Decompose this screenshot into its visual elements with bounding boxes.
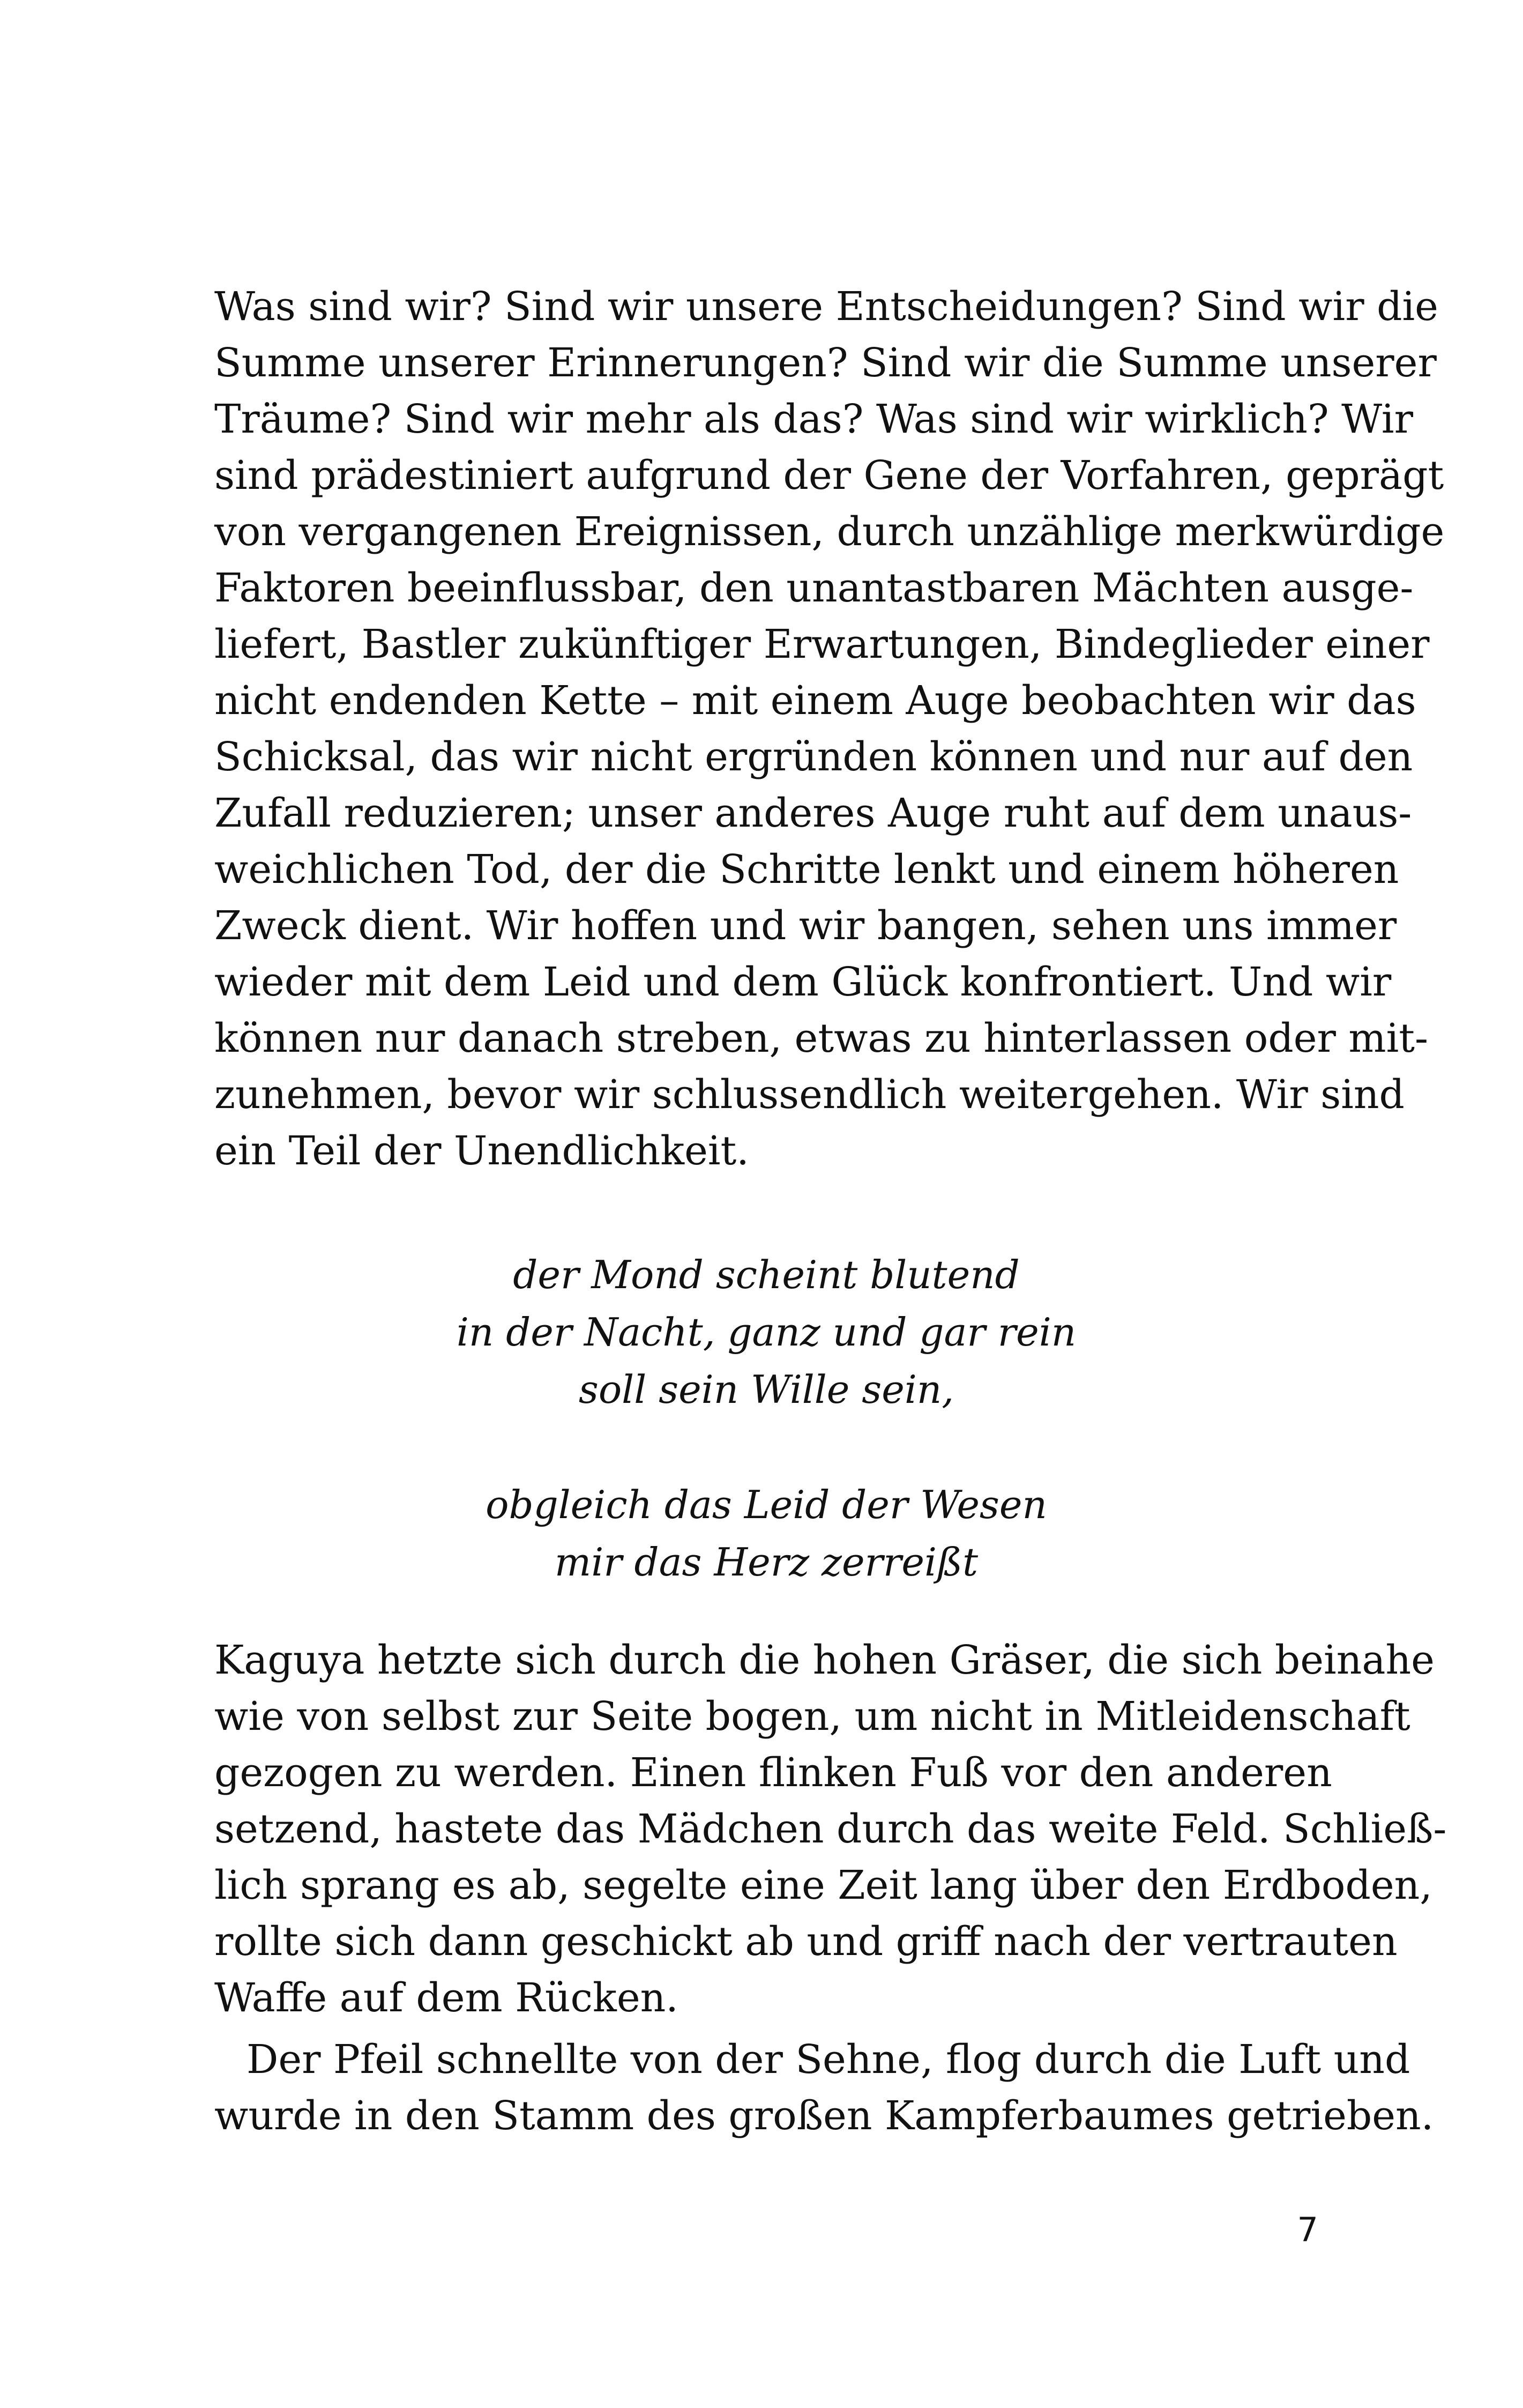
text-line: Was sind wir? Sind wir unsere Entscheidungen? Sind wir die [214,284,1438,330]
text-line: wurde in den Stamm des großen Kampferbaumes getrieben. [214,2093,1434,2139]
text-line: setzend, hastete das Mädchen durch das weite Feld. Schließ- [214,1806,1447,1852]
text-line: können nur danach streben, etwas zu hinterlassen oder mit- [214,1015,1428,1061]
text-line: lich sprang es ab, segelte eine Zeit lang über den Erdboden, [214,1862,1432,1908]
page-number: 7 [1297,2210,1318,2249]
text-line: nicht endenden Kette – mit einem Auge beobachten wir das [214,678,1416,724]
text-line: Träume? Sind wir mehr als das? Was sind wir wirklich? Wir [214,396,1413,442]
text-line: Faktoren beeinflussbar, den unantastbaren Mächten ausge- [214,565,1414,611]
text-line: gezogen zu werden. Einen flinken Fuß vor den anderen [214,1750,1332,1796]
text-line: Waffe auf dem Rücken. [214,1975,678,2021]
text-line: Zufall reduzieren; unser anderes Auge ruht auf dem unaus- [214,790,1412,836]
text-line: Summe unserer Erinnerungen? Sind wir die Summe unserer [214,340,1437,386]
text-line: Kaguya hetzte sich durch die hohen Gräser, die sich beinahe [214,1637,1435,1683]
paragraph-arrow [214,2032,1434,2144]
text-line: von vergangenen Ereignissen, durch unzählige merkwürdige [214,509,1445,555]
poem-line: soll sein Wille sein, [578,1367,954,1412]
text-line: Der Pfeil schnellte von der Sehne, flog durch die Luft und [247,2037,1410,2083]
text-line: wie von selbst zur Seite bogen, um nicht in Mitleidenschaft [214,1693,1410,1740]
text-line: Zweck dient. Wir hoffen und wir bangen, sehen uns immer [214,903,1397,949]
poem-line: in der Nacht, ganz und gar rein [456,1310,1077,1355]
poem [214,1246,1318,1591]
text-line: sind prädestiniert aufgrund der Gene der Vorfahren, geprägt [214,452,1444,499]
paragraph-intro [214,279,1445,1179]
text-line: zunehmen, bevor wir schlussendlich weitergehen. Wir sind [214,1072,1405,1118]
text-line: liefert, Bastler zukünftiger Erwartungen, Bindeglieder einer [214,621,1430,667]
text-line: weichlichen Tod, der die Schritte lenkt und einem höheren [214,846,1399,893]
paragraph-kaguya [214,1632,1447,2026]
text-line: Schicksal, das wir nicht ergründen können und nur auf den [214,734,1413,780]
text-line: rollte sich dann geschickt ab und griff nach der vertrauten [214,1919,1398,1965]
poem-line: der Mond scheint blutend [513,1252,1020,1297]
text-line: wieder mit dem Leid und dem Glück konfrontiert. Und wir [214,959,1392,1005]
text-line: ein Teil der Unendlichkeit. [214,1128,749,1174]
poem-line: mir das Herz zerreißt [554,1540,979,1585]
poem-line: obgleich das Leid der Wesen [486,1482,1047,1527]
stanza-gap [214,1418,1318,1476]
